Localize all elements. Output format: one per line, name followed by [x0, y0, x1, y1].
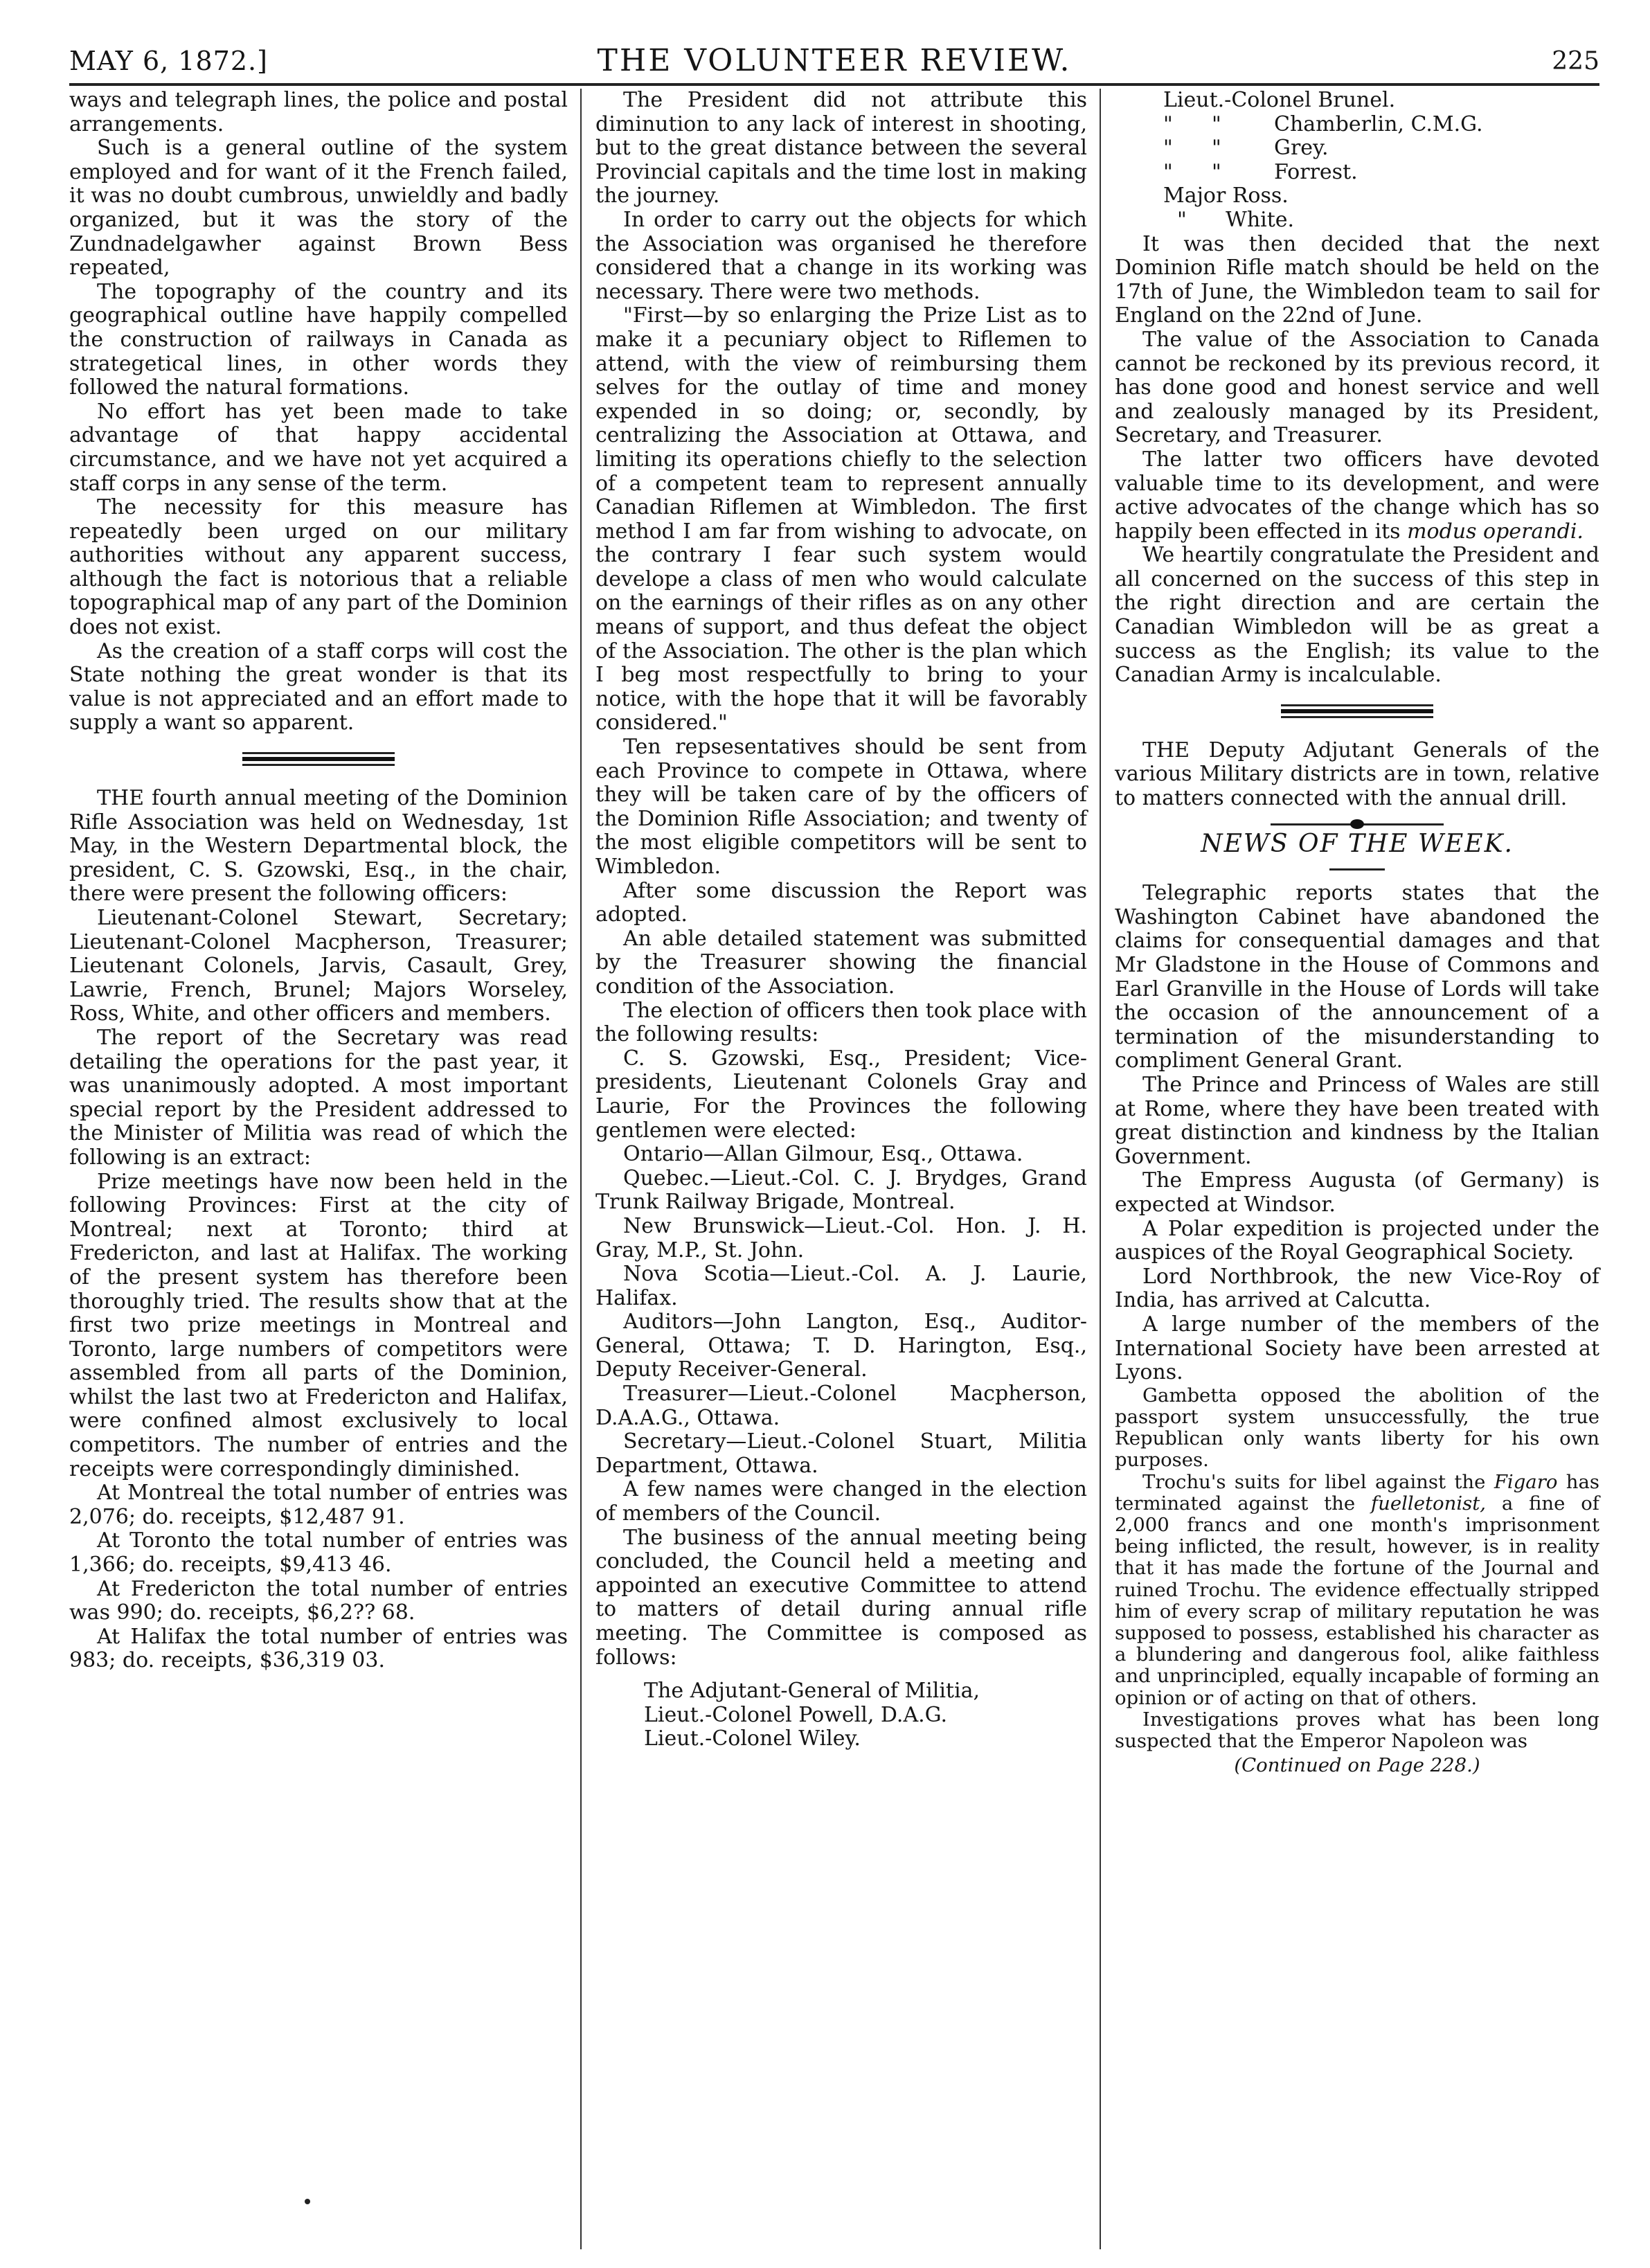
paragraph: The business of the annual meeting being concluded, the Council held a meeting and appointed an executive Committee to attend to matters of detail during annual rifle meeting. The Committee is composed as follows:: [595, 1525, 1087, 1670]
section-separator: [242, 752, 395, 766]
paragraph: Ontario—Allan Gilmour, Esq., Ottawa.: [623, 1142, 1023, 1167]
news-text: a fine of 2,000 francs and one month's imprisonment being inflicted, the result, however, is in reality that it has made the fortune of the Journal and ruined Trochu. The evidence effectually stripped him of every scrap of military reputation he was supposed to possess, established his character as a blundering and dangerous fool, alike faithless and unprincipled, equally incapable of forming an opinion or of acting on that of others.: [1115, 1492, 1599, 1709]
news-text: has terminated against the: [1115, 1470, 1599, 1515]
column-divider: [580, 89, 582, 2249]
roster-name: Grey.: [1274, 136, 1329, 161]
ditto-mark: ": [1177, 207, 1187, 232]
paragraph: Quebec.—Lieut.-Col. C. J. Brydges, Grand Trunk Railway Brigade, Montreal.: [595, 1166, 1087, 1215]
lead-text: Deputy Adjutant Generals of the various Military districts are in town, relative to matters connected with the annual drill.: [1115, 738, 1599, 811]
ditto-mark: ": [1212, 111, 1221, 136]
news-item: The Empress Augusta (of Germany) is expected at Windsor.: [1115, 1168, 1599, 1217]
ornament-separator: [1271, 823, 1444, 825]
column-3: [1115, 89, 1599, 1776]
committee-member: The Adjutant-General of Militia,: [644, 1679, 980, 1704]
roster-row: [1163, 161, 1599, 185]
paragraph: At Montreal the total number of entries was 2,076; do. receipts, $12,487 91.: [69, 1481, 568, 1529]
paragraph: "First—by so enlarging the Prize List as to make it a pecuniary object to Riflemen to attend, with the view of reimbursing them selves for the outlay of time and money expended in so doing; or, secondly, by centralizing the Association at Ottawa, and limiting its operations chiefly to the selection of a competent team to represent annually Canadian Riflemen at Wimbledon. The first method I am far from wishing to advocate, on the contrary I fear such system would develope a class of men who would calculate on the earnings of their rifles as on any other means of support, and thus defeat the object of the Association. The other is the plan which I beg most respectfully to bring to your notice, with the hope that it will be favorably considered.": [595, 303, 1087, 735]
paragraph: The report of the Secretary was read detailing the operations for the past year, it was unanimously adopted. A most important special report by the President addressed to the Minister of Militia was read of which the following is an extract:: [69, 1025, 568, 1170]
paragraph: Treasurer—Lieut.-Colonel Macpherson, D.A.A.G., Ottawa.: [595, 1382, 1087, 1430]
roster-row: [1163, 208, 1599, 233]
ditto-mark: ": [1212, 136, 1221, 161]
paragraph: In order to carry out the objects for which the Association was organised he therefore considered that a change in its working was necessary. There were two methods.: [595, 207, 1087, 304]
paragraph: Prize meetings have now been held in the following Provinces: First at the city of Montreal; next at Toronto; third at Fredericton, and last at Halifax. The working of the present system has therefore been thoroughly tried. The results show that at the first two prize meetings in Montreal and Toronto, large numbers of competitors were assembled from all parts of the Dominion, whilst the last two at Fredericton and Halifax, were confined almost exclusively to local competitors. The number of entries and the receipts were correspondingly diminished.: [69, 1169, 568, 1481]
committee-member: Lieut.-Colonel Wiley.: [644, 1726, 861, 1751]
news-item: Investigations proves what has been long suspected that the Emperor Napoleon was: [1115, 1708, 1599, 1752]
roster-row: [1163, 113, 1599, 137]
roster-row: [1163, 184, 1599, 208]
paragraph: After some discussion the Report was adopted.: [595, 878, 1087, 927]
section-separator: [1281, 704, 1433, 718]
paragraph: No effort has yet been made to take advantage of that happy accidental circumstance, and we have not yet acquired a staff corps in any sense of the term.: [69, 399, 568, 496]
paragraph: An able detailed statement was submitted by the Treasurer showing the financial condition of the Association.: [595, 926, 1087, 999]
column-divider: [1100, 89, 1101, 2249]
news-item: [1115, 1472, 1599, 1709]
lead-text: fourth annual meeting of the Dominion Rifle Association was held on Wednesday, 1st May, in the Western Departmental block, the president, C. S. Gzowski, Esq., in the chair, there were present the following officers:: [69, 786, 568, 907]
paragraph: Such is a general outline of the system employed and for want of it the French failed, it was no doubt cumbrous, unwieldly and badly organized, but it was the story of the Zundnadelgawher against Brown Bess repeated,: [69, 136, 568, 280]
roster-row: [1163, 89, 1599, 113]
title-underline: [1329, 868, 1385, 870]
continuation-note: (Continued on Page 228.): [1234, 1754, 1480, 1777]
news-section-title: NEWS OF THE WEEK.: [1201, 829, 1514, 858]
ditto-mark: ": [1163, 136, 1173, 161]
paragraph: A few names were changed in the election of members of the Council.: [595, 1477, 1087, 1526]
page-header: [69, 40, 1599, 82]
roster-row: [1163, 136, 1599, 161]
paragraph: The value of the Association to Canada cannot be reckoned by its previous record, it has done good and honest service and well and zealously managed by its President, Secretary, and Treasurer.: [1115, 327, 1599, 448]
paragraph: New Brunswick—Lieut.-Col. Hon. J. H. Gray, M.P., St. John.: [595, 1213, 1087, 1262]
roster-name: Chamberlin, C.M.G.: [1274, 111, 1483, 136]
page-number: 225: [1552, 47, 1599, 75]
paragraph: Lieutenant-Colonel Stewart, Secretary; Lieutenant-Colonel Macpherson, Treasurer; Lieutenant Colonels, Jarvis, Casault, Grey, Lawrie, French, Brunel; Majors Worseley, Ross, White, and other officers and members.: [69, 906, 568, 1026]
paragraph: ways and telegraph lines, the police and postal arrangements.: [69, 88, 568, 136]
roster-name: Lieut.-Colonel Brunel.: [1163, 88, 1396, 112]
paragraph: Auditors—John Langton, Esq., Auditor-General, Ottawa; T. D. Harington, Esq., Deputy Receiver-General.: [595, 1310, 1087, 1382]
italic-word: fuelletonist,: [1370, 1492, 1487, 1515]
italic-title: Figaro: [1494, 1470, 1558, 1493]
paragraph: The President did not attribute this diminution to any lack of interest in shooting, but to the great distance between the several Provincial capitals and the time lost in making the journey.: [595, 88, 1087, 208]
header-date: MAY 6, 1872.]: [69, 46, 268, 76]
article-lead-paragraph: [1115, 739, 1599, 811]
page-mark: [305, 2199, 310, 2204]
news-item: A large number of the members of the International Society have been arrested at Lyons.: [1115, 1312, 1599, 1385]
news-item: Telegraphic reports states that the Washington Cabinet have abandoned the claims for consequential damages and that Mr Gladstone in the House of Commons and Earl Granville in the House of Lords will take the occasion of the announcement of a termination of the misunderstanding to compliment General Grant.: [1115, 881, 1599, 1073]
paragraph-text: The latter two officers have devoted valuable time to its development, and were active advocates of the change which has so happily been effected in its: [1115, 447, 1599, 544]
roster-name: White.: [1226, 207, 1295, 232]
paragraph: Nova Scotia—Lieut.-Col. A. J. Laurie, Halifax.: [595, 1262, 1087, 1310]
header-rule: [69, 83, 1599, 86]
article-lead-paragraph: [69, 787, 568, 907]
news-item: A Polar expedition is projected under the auspices of the Royal Geographical Society.: [1115, 1216, 1599, 1265]
roster-name: Forrest.: [1274, 159, 1358, 184]
news-item: Gambetta opposed the abolition of the passport system unsuccessfully, the true Republican only wants liberty for his own purposes.: [1115, 1384, 1599, 1472]
paragraph: It was then decided that the next Dominion Rifle match should be held on the 17th of June, the Wimbledon team to sail for England on the 22nd of June.: [1115, 231, 1599, 328]
ditto-mark: ": [1212, 159, 1221, 184]
paragraph: As the creation of a staff corps will cost the State nothing the great wonder is that its value is not appreciated and an effort made to supply a want so apparent.: [69, 639, 568, 735]
paragraph: At Toronto the total number of entries was 1,366; do. receipts, $9,413 46.: [69, 1528, 568, 1578]
paragraph: [1115, 448, 1599, 544]
paragraph: The election of officers then took place with the following results:: [595, 998, 1087, 1047]
masthead-title: THE VOLUNTEER REVIEW.: [597, 43, 1072, 78]
committee-roster: [1115, 89, 1599, 233]
news-item: The Prince and Princess of Wales are still at Rome, where they have been treated with great distinction and kindness by the Italian Government.: [1115, 1072, 1599, 1169]
committee-member: Lieut.-Colonel Powell, D.A.G.: [644, 1702, 948, 1727]
paragraph: Secretary—Lieut.-Colonel Stuart, Militia Department, Ottawa.: [595, 1429, 1087, 1478]
roster-name: Major Ross.: [1163, 184, 1289, 208]
lead-word: THE: [1142, 738, 1190, 762]
paragraph: At Halifax the total number of entries was 983; do. receipts, $36,319 03.: [69, 1624, 568, 1673]
lead-word: THE: [97, 786, 145, 811]
column-2: [595, 89, 1087, 1751]
ditto-mark: ": [1163, 111, 1173, 136]
paragraph: We heartily congratulate the President and all concerned on the success of this step in the right direction and are certain the Canadian Wimbledon will be as great a success as the English; its value to the Canadian Army is incalculable.: [1115, 543, 1599, 688]
paragraph: C. S. Gzowski, Esq., President; Vice-presidents, Lieutenant Colonels Gray and Laurie, For the Provinces the following gentlemen were elected:: [595, 1046, 1087, 1143]
paragraph: The topography of the country and its geographical outline have happily compelled the construction of railways in Canada as strategetical lines, in other words they followed the natural formations.: [69, 279, 568, 400]
italic-phrase: modus operandi.: [1407, 519, 1584, 544]
column-1: [69, 89, 568, 1673]
paragraph: The necessity for this measure has repeatedly been urged on our military authorities without any apparent success, although the fact is notorious that a reliable topographical map of any part of the Dominion does not exist.: [69, 495, 568, 640]
ditto-mark: ": [1163, 159, 1173, 184]
news-text: Trochu's suits for libel against the: [1142, 1470, 1486, 1493]
paragraph: Ten repsesentatives should be sent from each Province to compete in Ottawa, where they will be taken care of by the officers of the Dominion Rifle Association; and twenty of the most eligible competitors will be sent to Wimbledon.: [595, 735, 1087, 879]
paragraph: At Fredericton the total number of entries was 990; do. receipts, $6,2?? 68.: [69, 1576, 568, 1625]
small-print-block: [1115, 1385, 1599, 1777]
news-item: Lord Northbrook, the new Vice-Roy of India, has arrived at Calcutta.: [1115, 1264, 1599, 1313]
